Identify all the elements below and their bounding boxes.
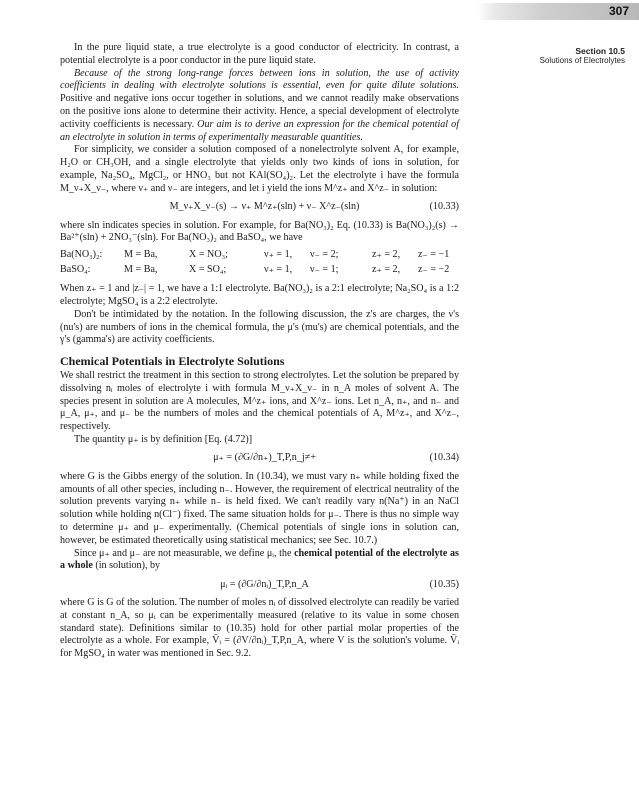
page-body [60,42,459,661]
table-cell: X = NO₃; [189,249,228,261]
table-cell: ν₊ = 1, [264,264,293,276]
table-cell: z₊ = 2, [372,264,401,276]
paragraph: For simplicity, we consider a solution composed of a nonelectrolyte solvent A, for example, H₂O or CH₃OH, and a single electrolyte that yields only two kinds of ions in solution, for example, Na₂SO₄, MgCl₂, or HNO₃ but not KAl(SO₄)₂. Let the electrolyte i have the formula M_ν₊X_ν₋, where ν₊ and ν₋ are integers, and let i yield the ions M^z₊ and X^z₋ in solution: [60,144,459,194]
emphasis-text: Because of the strong long-range forces between ions in solution, the use of activity coefficients in dealing with electrolyte solutions is essential, even for quite dilute solutions. [60,67,459,92]
table-cell: z₊ = 2, [372,249,401,261]
table-cell: z₋ = −1 [418,249,450,261]
table-cell: X = SO₄; [189,264,227,276]
equation-expression: M_ν₊X_ν₋(s) → ν₊ M^z₊(sln) + ν₋ X^z₋(sln) [169,201,360,213]
equation [60,201,459,215]
paragraph: Don't be intimidated by the notation. In the following discussion, the z's are charges, the ν's (nu's) are numbers of ions in the chemical formula, the μ's (mu's) are chemical potentials, and the γ's (gamma's) are activity coefficients. [60,308,459,346]
section-heading: Chemical Potentials in Electrolyte Solutions [60,354,285,369]
table-cell: ν₋ = 1; [310,264,339,276]
table-row [60,263,458,278]
species-table [60,248,458,278]
table-cell: ν₋ = 2; [310,249,339,261]
paragraph: In the pure liquid state, a true electrolyte is a good conductor of electricity. In contrast, a potential electrolyte is a poor conductor in the pure liquid state. [60,42,459,66]
equation [60,578,459,592]
table-cell: ν₊ = 1, [264,249,293,261]
page-number: 307 [608,4,629,18]
equation-expression: μ₊ = (∂G/∂n₊)_T,P,n_j≠+ [213,452,316,464]
equation-expression: μᵢ = (∂G/∂nᵢ)_T,P,n_A [220,578,309,590]
emphasis-text: Our aim is to derive an expression for the chemical potential of an electrolyte in solution in terms of experimentally measurable quantities. [60,118,460,143]
paragraph: We shall restrict the treatment in this section to strong electrolytes. Let the solution be prepared by dissolving nᵢ moles of electrolyte i with formula M_ν₊X_ν₋ in n_A moles of solvent A. The species present in solution are A molecules, M^z₊ ions, and X^z₋ ions. Let n_A, n₊, and n₋ and μ_A, μ₊, and μ₋ be the numbers of moles and the chemical potentials of A, M^z₊, and X^z₋, respectively. [60,369,459,433]
table-row [60,248,458,263]
paragraph-text: Positive and negative ions occur together in solutions, and we cannot readily make observations on the positive ions alone to determine their activity. Hence, a special development of electrolyte activity coefficients is necessary. [60,93,459,130]
paragraph [60,548,459,574]
paragraph: where G is G of the solution. The number of moles nᵢ of dissolved electrolyte can readily be varied at constant n_A, so μᵢ can be experimentally measured (relative to its value in some chosen standard state). Definitions similar to (10.35) hold for other partial molar properties of the electrolyte as a whole. For example, V̄ᵢ = (∂V/∂nᵢ)_T,P,n_A, where V is the solution's volume. V̄ᵢ for MgSO₄ in water was mentioned in Sec. 9.2. [60,597,459,660]
equation-number: (10.35) [429,578,459,590]
table-cell: M = Ba, [124,264,158,276]
table-cell: BaSO₄: [60,264,91,276]
paragraph: The quantity μ₊ is by definition [Eq. (4.72)] [74,433,253,445]
paragraph: When z₊ = 1 and |z₋| = 1, we have a 1:1 electrolyte. Ba(NO₃)₂ is a 2:1 electrolyte; Na₂SO₄ is a 1:2 electrolyte; MgSO₄ is a 2:2 electrolyte. [60,283,459,307]
table-cell: z₋ = −2 [418,264,450,276]
table-cell: M = Ba, [124,249,158,261]
section-title: Solutions of Electrolytes [539,56,625,65]
paragraph-text: Since μ₊ and μ₋ are not measurable, we define μᵢ, the [74,547,295,559]
paragraph-text: (in solution), by [92,560,161,572]
paragraph: where G is the Gibbs energy of the solution. In (10.34), we must vary n₊ while holding fixed the amounts of all other species, including n₋. However, the requirement of electrical neutrality of the solution prevents varying n₊ while n₋ is held fixed. We can't readily vary n(Na⁺) in an NaCl solution while holding n(Cl⁻) fixed. The same situation holds for μ₋. There is thus no simple way to determine μ₊ and μ₋ experimentally. (Chemical potentials of single ions in solution can, however, be estimated theoretically using statistical mechanics; see Sec. 10.7.) [60,470,459,546]
defined-term: chemical potential of the electrolyte as a whole [60,547,459,572]
equation-number: (10.33) [429,201,459,213]
paragraph [60,68,459,145]
running-head [540,46,625,66]
equation [60,452,459,466]
section-label: Section 10.5 [575,46,625,56]
paragraph: where sln indicates species in solution. For example, for Ba(NO₃)₂ Eq. (10.33) is Ba(NO₃)₂(s) → Ba²⁺(sln) + 2NO₃⁻(sln). For Ba(NO₃)₂ and BaSO₄, we have [60,219,459,244]
equation-number: (10.34) [429,452,459,464]
table-cell: Ba(NO₃)₂: [60,249,103,261]
